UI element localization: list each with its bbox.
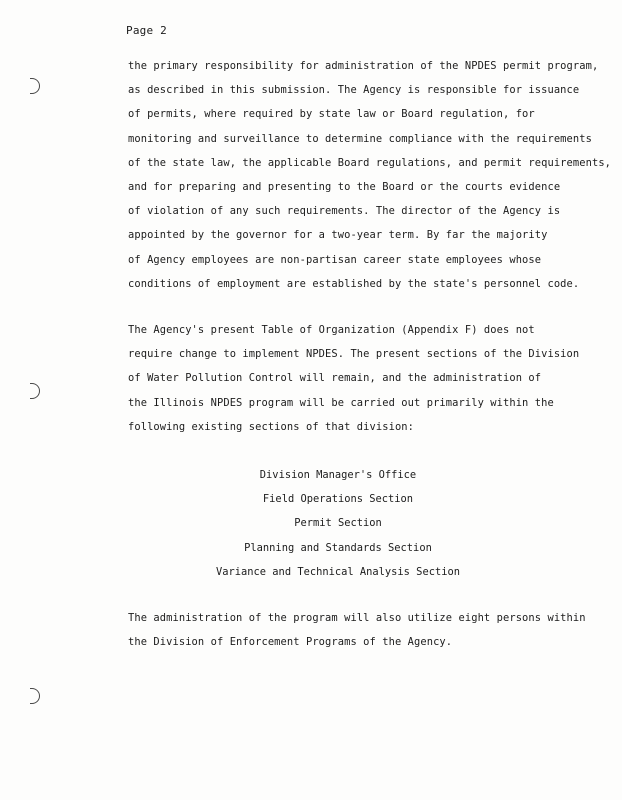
list-item: Permit Section [294,517,382,530]
punch-hole-mark-bottom [30,688,40,704]
text-line: require change to implement NPDES. The present sections of the Division [128,348,580,361]
text-line: monitoring and surveillance to determine compliance with the requirements [128,132,592,145]
text-line: and for preparing and presenting to the Board or the courts evidence [128,181,561,194]
punch-hole-mark-middle [30,383,40,399]
text-line: the primary responsibility for administration of the NPDES permit program, [128,60,599,72]
division-sections-list [128,463,548,584]
text-line: appointed by the governor for a two-year term. By far the majority [128,229,548,242]
list-item: Field Operations Section [262,493,414,506]
punch-hole-mark-top [30,78,40,94]
text-line: of the state law, the applicable Board regulations, and permit requirements, [128,156,612,169]
text-line: The Agency's present Table of Organization (Appendix F) does not [128,324,535,336]
text-line: the Division of Enforcement Programs of the Agency. [128,636,453,649]
list-item: Division Manager's Office [259,469,417,481]
text-line: of Agency employees are non-partisan career state employees whose [128,253,542,266]
text-line: of violation of any such requirements. The director of the Agency is [128,205,561,218]
text-line: of permits, where required by state law or Board regulation, for [128,108,535,121]
text-line: the Illinois NPDES program will be carried out primarily within the [128,396,554,409]
paragraph-table-of-organization [128,318,598,439]
text-line: The administration of the program will also utilize eight persons within [128,612,586,624]
text-line: of Water Pollution Control will remain, and the administration of [128,372,542,385]
text-line: conditions of employment are established by the state's personnel code. [128,277,580,290]
page-number: Page 2 [126,24,167,37]
text-line: as described in this submission. The Agency is responsible for issuance [128,84,580,97]
paragraph-enforcement-staff [128,606,598,654]
paragraph-agency-responsibilities [128,54,612,296]
list-item: Planning and Standards Section [244,541,432,554]
text-line: following existing sections of that division: [128,420,415,433]
list-item: Variance and Technical Analysis Section [216,565,460,578]
